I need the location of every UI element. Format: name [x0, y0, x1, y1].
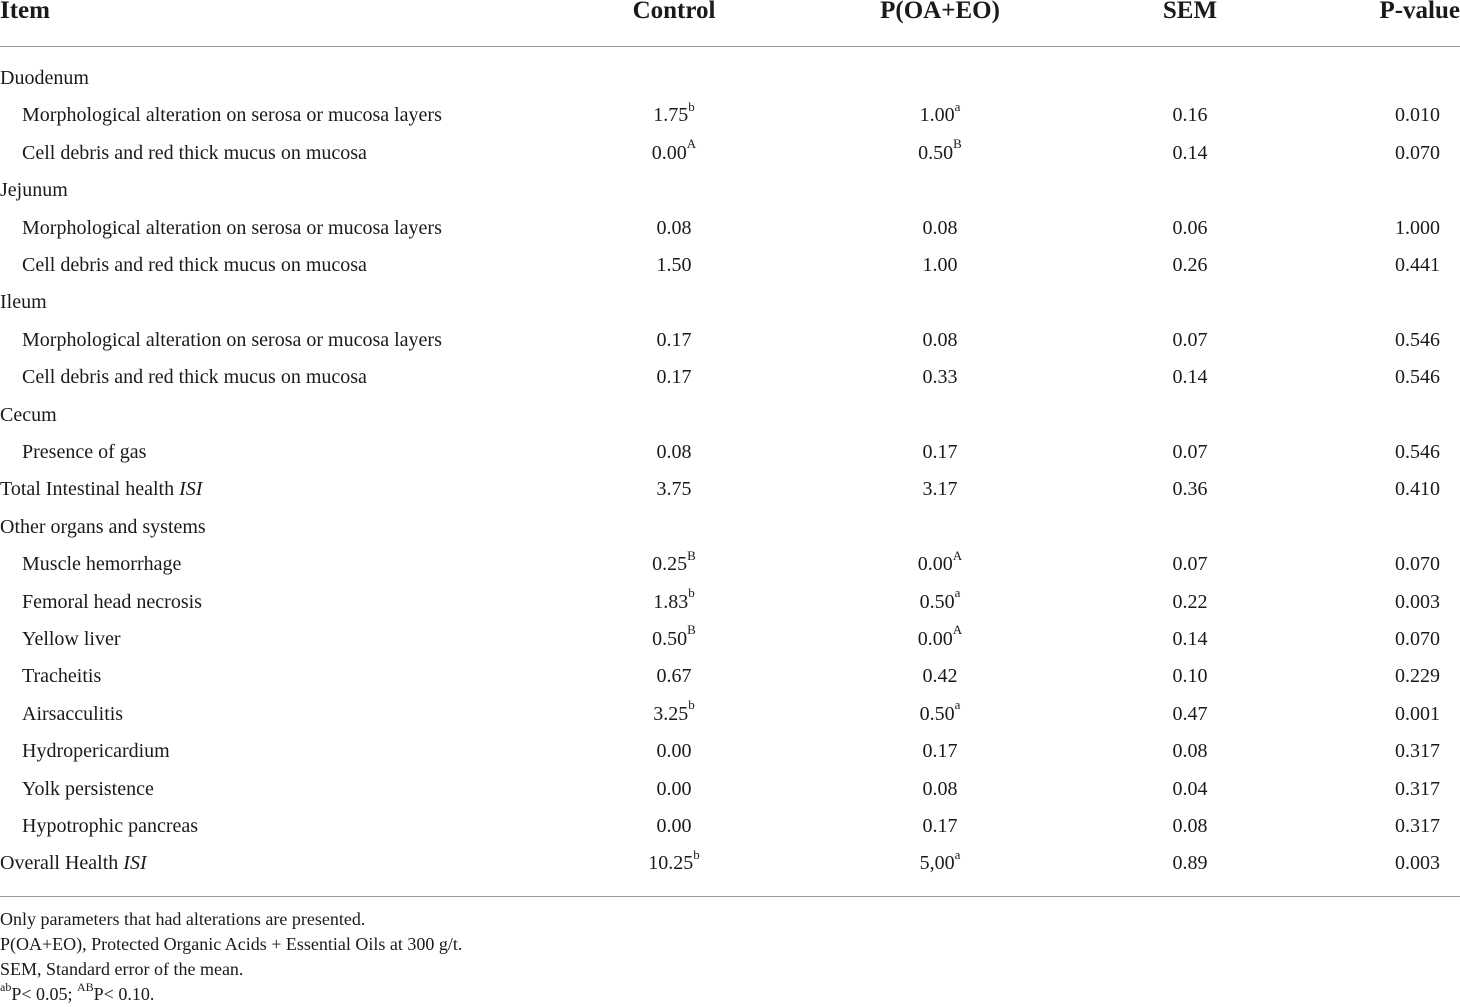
cell-control: [652, 622, 696, 651]
cell-treatment-text: 3.17: [922, 478, 958, 501]
cell-pvalue: [1395, 141, 1440, 165]
cell-control-text: 0.00: [656, 777, 692, 800]
cell-control-text: 0.08: [656, 216, 692, 239]
table-row: [0, 328, 1460, 365]
row-label-text: Hypotrophic pancreas: [22, 815, 199, 837]
row-label-text: Yolk persistence: [22, 777, 154, 800]
cell-control: [657, 328, 692, 352]
cell-pvalue: [1395, 365, 1440, 389]
row-label: [22, 253, 367, 277]
cell-treatment: [917, 622, 963, 651]
significance-superscript: a: [954, 584, 961, 600]
cell-control-text: 0.50: [652, 628, 688, 650]
row-label-text: Other organs and systems: [0, 515, 206, 538]
row-label-text: Cell debris and red thick mucus on mucosa: [22, 366, 367, 389]
cell-treatment: [917, 547, 963, 576]
cell-sem: [1173, 664, 1208, 688]
cell-pvalue-text: 0.441: [1395, 254, 1440, 276]
cell-pvalue-text: 0.070: [1395, 141, 1440, 164]
cell-treatment: [923, 216, 958, 240]
table-row: [0, 365, 1460, 402]
cell-sem: [1173, 627, 1208, 651]
table-row: [0, 98, 1460, 140]
row-label: [0, 290, 47, 314]
cell-sem-text: 0.07: [1172, 328, 1208, 351]
cell-control: [657, 365, 692, 389]
cell-pvalue: [1395, 777, 1440, 801]
row-label-text: Femoral head necrosis: [22, 590, 202, 613]
table-row: [0, 66, 1460, 103]
cell-treatment-text: 0.33: [922, 366, 958, 389]
cell-control: [657, 216, 692, 240]
cell-sem-text: 0.89: [1172, 852, 1208, 875]
cell-sem: [1173, 590, 1208, 614]
cell-pvalue: [1395, 328, 1440, 352]
cell-sem-text: 0.10: [1172, 665, 1208, 688]
row-label-text: Morphological alteration on serosa or mucosa layers: [22, 328, 442, 351]
footnote-line: P(OA+EO), Protected Organic Acids + Essential Oils at 300 g/t.: [0, 934, 463, 954]
row-label: [0, 477, 202, 501]
footnote-text: P< 0.05;: [11, 984, 77, 1004]
row-label-text: Cell debris and red thick mucus on mucosa: [22, 141, 367, 164]
row-label-text: Ileum: [0, 291, 47, 314]
cell-pvalue: [1395, 552, 1440, 576]
cell-sem-text: 0.06: [1172, 216, 1208, 239]
cell-treatment: [919, 846, 961, 875]
cell-pvalue-text: 0.229: [1395, 665, 1440, 688]
cell-sem-text: 0.22: [1172, 590, 1208, 613]
cell-sem: [1173, 141, 1208, 165]
cell-control: [657, 739, 692, 763]
row-label: [22, 365, 367, 389]
table-row: [0, 697, 1460, 739]
cell-sem-text: 0.08: [1172, 815, 1208, 837]
cell-treatment: [923, 440, 958, 464]
cell-pvalue: [1395, 702, 1440, 726]
cell-treatment-text: 0.08: [922, 777, 958, 800]
row-label-text: Jejunum: [0, 179, 68, 202]
cell-pvalue-text: 0.070: [1395, 553, 1440, 576]
row-label: [22, 814, 198, 838]
significance-superscript: A: [952, 622, 963, 638]
cell-pvalue: [1395, 851, 1440, 875]
cell-control-text: 0.00: [651, 141, 687, 164]
table-row: [0, 846, 1460, 888]
cell-control: [657, 477, 692, 501]
table-row: [0, 739, 1460, 776]
cell-sem: [1173, 253, 1208, 277]
significance-superscript: a: [954, 98, 961, 114]
row-label-text: Yellow liver: [22, 628, 121, 650]
table-row: [0, 477, 1460, 514]
row-label-text: Cecum: [0, 403, 57, 426]
cell-treatment-text: 0.50: [918, 141, 954, 164]
cell-pvalue-text: 0.546: [1395, 441, 1440, 463]
significance-superscript: b: [688, 697, 695, 713]
footnote-superscript: AB: [77, 980, 94, 994]
cell-control-text: 0.17: [656, 366, 692, 389]
significance-superscript: A: [952, 547, 963, 563]
cell-control: [657, 777, 692, 801]
cell-control-text: 3.25: [653, 702, 689, 725]
row-label: [22, 216, 442, 240]
cell-pvalue-text: 1.000: [1395, 216, 1440, 239]
footnote-superscript: ab: [0, 980, 12, 994]
row-label: [22, 739, 170, 763]
significance-superscript: b: [688, 98, 695, 114]
cell-sem-text: 0.14: [1172, 141, 1208, 164]
cell-control: [657, 440, 692, 464]
header-treatment: P(OA+EO): [880, 0, 1000, 24]
row-label-text: Muscle hemorrhage: [22, 553, 182, 576]
table-row: [0, 664, 1460, 701]
cell-pvalue: [1395, 216, 1440, 240]
table-row: [0, 547, 1460, 589]
cell-sem: [1173, 777, 1208, 801]
cell-pvalue: [1395, 103, 1440, 127]
significance-superscript: b: [693, 846, 700, 862]
table-row: [0, 216, 1460, 253]
table-header: [0, 0, 1460, 28]
cell-control: [648, 846, 700, 875]
cell-pvalue-text: 0.003: [1395, 852, 1440, 875]
row-label-text: Morphological alteration on serosa or mucosa layers: [22, 104, 442, 127]
table-row: [0, 515, 1460, 552]
row-label: [22, 702, 123, 726]
cell-treatment-text: 0.08: [922, 216, 958, 239]
row-label-text: Airsacculitis: [22, 702, 124, 725]
cell-pvalue-text: 0.001: [1395, 702, 1440, 725]
table-row: [0, 178, 1460, 215]
footer-rule: [0, 896, 1460, 897]
row-label: [22, 103, 442, 127]
header-rule: [0, 46, 1460, 47]
table-row: [0, 777, 1460, 814]
cell-pvalue: [1395, 477, 1440, 501]
cell-pvalue-text: 0.003: [1395, 590, 1440, 613]
cell-treatment-text: 0.50: [919, 702, 955, 725]
cell-treatment: [923, 739, 958, 763]
cell-control: [651, 136, 697, 165]
cell-control-text: 0.08: [656, 441, 692, 463]
cell-treatment: [923, 253, 958, 277]
cell-sem-text: 0.04: [1172, 777, 1208, 800]
cell-control: [653, 584, 695, 614]
cell-treatment-text: 0.08: [922, 328, 958, 351]
table-row: [0, 440, 1460, 477]
row-label-text: Overall Health: [0, 852, 124, 875]
cell-treatment: [919, 697, 961, 726]
cell-pvalue-text: 0.546: [1395, 328, 1440, 351]
cell-control: [652, 547, 696, 576]
cell-control-text: 1.75: [653, 104, 689, 127]
cell-treatment-text: 0.42: [922, 665, 958, 688]
cell-treatment: [919, 98, 961, 127]
cell-treatment-text: 0.17: [922, 815, 958, 837]
cell-treatment: [923, 328, 958, 352]
cell-control: [657, 814, 692, 838]
cell-pvalue: [1395, 440, 1440, 464]
row-label-italic: ISI: [123, 852, 147, 875]
cell-treatment-text: 0.00: [917, 628, 953, 650]
table-row: [0, 584, 1460, 627]
row-label: [22, 590, 202, 614]
table-footnotes: [0, 907, 1460, 1007]
footnote-line: SEM, Standard error of the mean.: [0, 959, 244, 979]
table-row: [0, 290, 1460, 327]
cell-pvalue-text: 0.546: [1395, 366, 1440, 389]
significance-superscript: A: [686, 136, 697, 152]
cell-treatment-text: 5,00: [919, 852, 955, 875]
cell-sem: [1173, 103, 1208, 127]
cell-sem: [1173, 814, 1208, 838]
cell-pvalue: [1395, 590, 1440, 614]
row-label-text: Duodenum: [0, 67, 89, 89]
cell-pvalue: [1395, 664, 1440, 688]
cell-sem: [1173, 851, 1208, 875]
row-label: [0, 515, 206, 539]
cell-sem-text: 0.14: [1172, 366, 1208, 389]
row-label: [0, 851, 147, 875]
cell-control-text: 0.25: [652, 553, 688, 576]
table-row: [0, 403, 1460, 440]
cell-control-text: 1.50: [656, 254, 692, 276]
row-label: [22, 440, 146, 464]
row-label-text: Total Intestinal health: [0, 478, 180, 501]
cell-treatment-text: 0.00: [917, 553, 953, 576]
table-row: [0, 622, 1460, 664]
row-label: [22, 328, 442, 352]
row-label-text: Hydropericardium: [22, 740, 170, 763]
cell-treatment-text: 0.17: [922, 740, 958, 763]
cell-control-text: 1.83: [653, 590, 689, 613]
cell-control: [653, 697, 695, 726]
cell-pvalue-text: 0.010: [1395, 104, 1440, 127]
cell-sem: [1173, 739, 1208, 763]
cell-pvalue-text: 0.317: [1395, 740, 1440, 763]
header-item: Item: [0, 0, 50, 24]
cell-sem: [1173, 328, 1208, 352]
cell-sem: [1173, 216, 1208, 240]
cell-sem: [1173, 552, 1208, 576]
cell-pvalue-text: 0.410: [1395, 478, 1440, 501]
cell-treatment-text: 1.00: [922, 254, 958, 276]
cell-sem-text: 0.26: [1172, 254, 1208, 276]
footnote-text: P< 0.10.: [93, 984, 155, 1004]
cell-control-text: 3.75: [656, 478, 692, 501]
table-row: [0, 136, 1460, 178]
row-label-text: Presence of gas: [22, 441, 147, 463]
cell-treatment-text: 0.50: [919, 590, 955, 613]
significance-superscript: B: [687, 622, 696, 638]
row-label: [22, 777, 154, 801]
row-label: [0, 403, 57, 427]
cell-treatment: [923, 777, 958, 801]
cell-control: [657, 253, 692, 277]
significance-superscript: B: [687, 547, 696, 563]
cell-control-text: 0.00: [656, 815, 692, 837]
cell-sem: [1173, 477, 1208, 501]
cell-treatment: [923, 664, 958, 688]
cell-control-text: 10.25: [648, 852, 694, 875]
significance-superscript: a: [954, 846, 961, 862]
significance-superscript: b: [688, 584, 695, 600]
footnote-line: [0, 982, 1460, 1007]
cell-pvalue: [1395, 814, 1440, 838]
cell-treatment: [923, 477, 958, 501]
cell-sem-text: 0.07: [1172, 553, 1208, 576]
row-label-text: Cell debris and red thick mucus on mucosa: [22, 254, 367, 276]
row-label-text: Tracheitis: [22, 665, 102, 688]
cell-pvalue: [1395, 253, 1440, 277]
table-row: [0, 814, 1460, 851]
cell-sem: [1173, 440, 1208, 464]
cell-control-text: 0.00: [656, 740, 692, 763]
row-label: [22, 141, 367, 165]
cell-pvalue: [1395, 739, 1440, 763]
header-control: Control: [632, 0, 716, 24]
cell-treatment-text: 1.00: [919, 104, 955, 127]
header-sem: SEM: [1162, 0, 1218, 24]
cell-sem: [1173, 365, 1208, 389]
row-label: [22, 627, 121, 651]
cell-sem-text: 0.36: [1172, 478, 1208, 501]
cell-pvalue-text: 0.070: [1395, 628, 1440, 650]
cell-sem-text: 0.16: [1172, 104, 1208, 127]
table-row: [0, 253, 1460, 290]
cell-treatment: [923, 365, 958, 389]
significance-superscript: B: [953, 136, 962, 152]
significance-superscript: a: [954, 697, 961, 713]
cell-pvalue: [1395, 627, 1440, 651]
cell-sem-text: 0.47: [1172, 702, 1208, 725]
cell-sem-text: 0.14: [1172, 628, 1208, 650]
header-pvalue: P-value: [1379, 0, 1460, 24]
row-label-text: Morphological alteration on serosa or mucosa layers: [22, 216, 442, 239]
cell-treatment: [923, 814, 958, 838]
cell-treatment-text: 0.17: [922, 441, 958, 463]
cell-control: [653, 98, 695, 127]
cell-sem-text: 0.08: [1172, 740, 1208, 763]
row-label: [22, 664, 101, 688]
cell-treatment: [918, 136, 962, 165]
cell-pvalue-text: 0.317: [1395, 815, 1440, 837]
cell-sem: [1173, 702, 1208, 726]
cell-treatment: [919, 584, 961, 614]
cell-sem-text: 0.07: [1172, 441, 1208, 463]
footnote-line: Only parameters that had alterations are presented.: [0, 909, 366, 929]
row-label-italic: ISI: [179, 478, 203, 501]
cell-pvalue-text: 0.317: [1395, 777, 1440, 800]
cell-control: [657, 664, 692, 688]
cell-control-text: 0.67: [656, 665, 692, 688]
row-label: [0, 178, 68, 202]
row-label: [22, 552, 181, 576]
cell-control-text: 0.17: [656, 328, 692, 351]
row-label: [0, 66, 89, 90]
